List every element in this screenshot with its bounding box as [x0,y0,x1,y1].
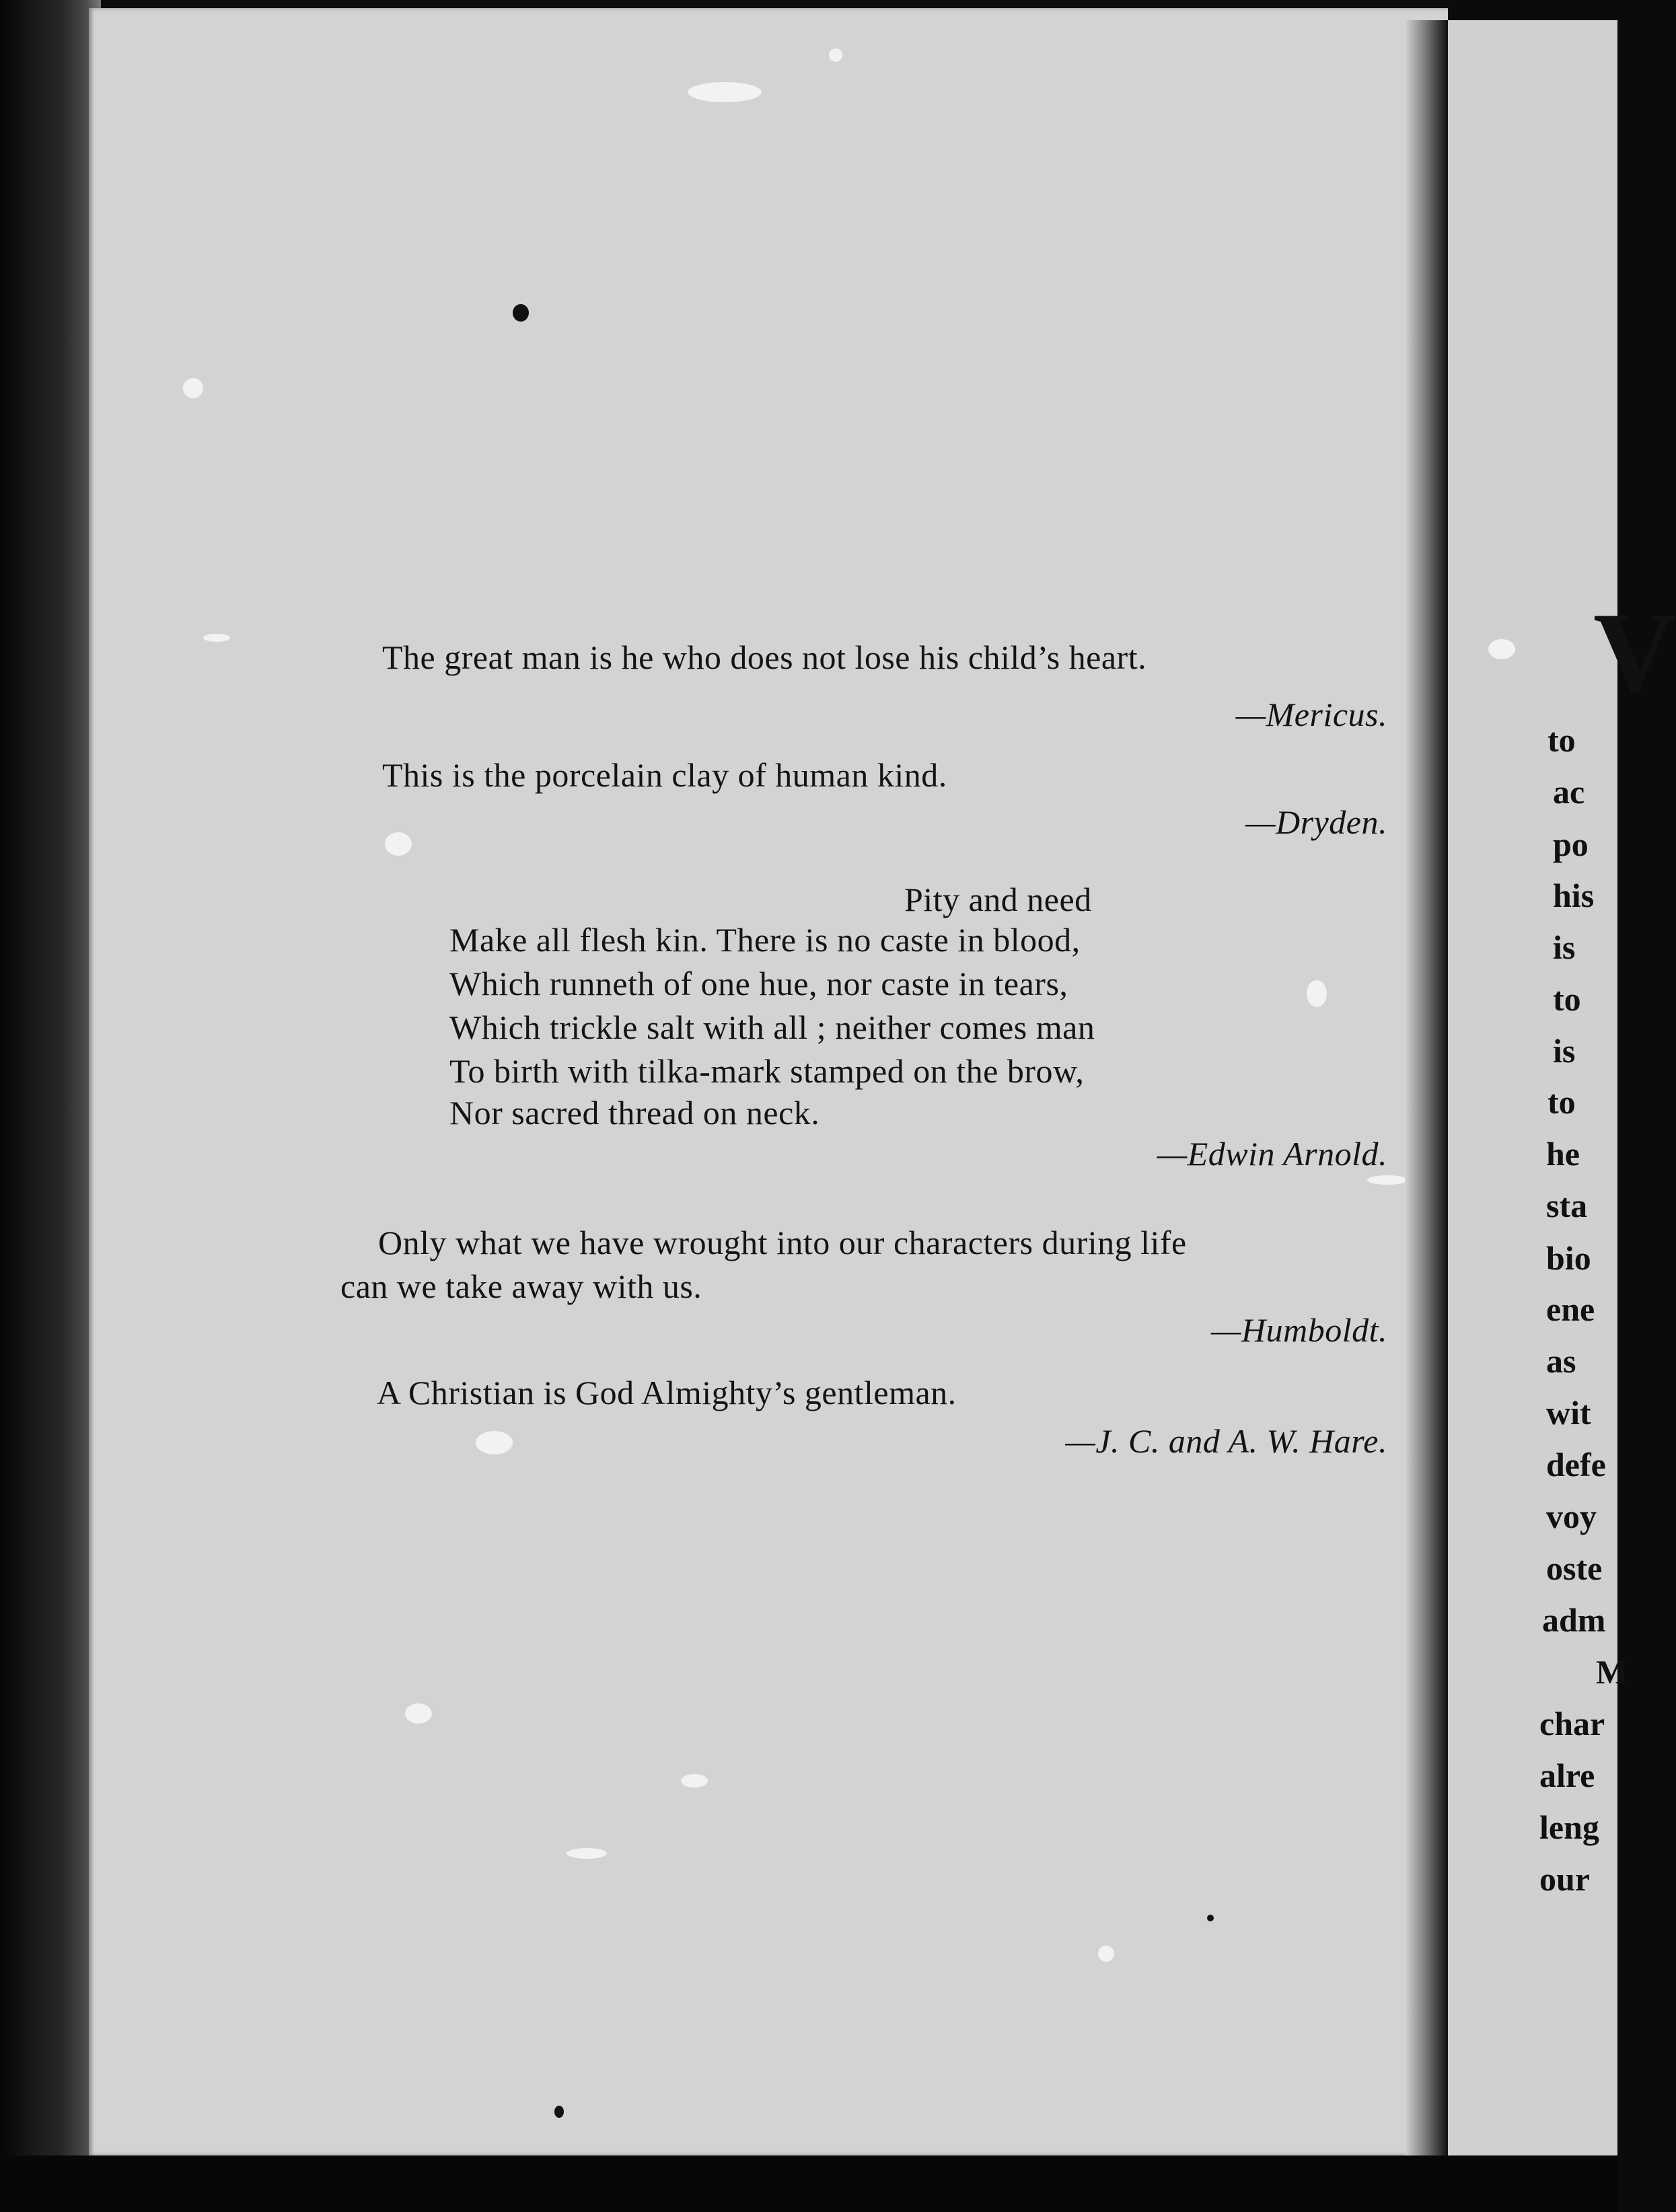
paper-speck [476,1431,513,1454]
cropped-text-line: adm [1542,1601,1606,1639]
right-page [1448,20,1676,2166]
left-page [89,8,1448,2155]
ink-dot [554,2106,564,2118]
cropped-text-line: sta [1546,1187,1588,1224]
cropped-text-line: char [1539,1705,1605,1742]
quote-line: Pity and need [904,881,1092,918]
cropped-text-line: his [1553,877,1595,914]
paper-speck [1098,1946,1114,1962]
drop-cap: V [1593,589,1676,716]
paper-speck [183,378,203,398]
cropped-text-line: ac [1553,773,1585,811]
page-gutter [1405,20,1448,2160]
quote-attribution: —Mericus. [1235,696,1387,733]
cropped-text-line: oste [1546,1549,1603,1587]
cropped-text-line: wit [1546,1394,1591,1432]
cropped-text-line: as [1546,1342,1576,1380]
cropped-text-line: he [1546,1135,1580,1173]
cropped-text-line: is [1553,928,1576,966]
cropped-text-line: voy [1546,1498,1597,1535]
paper-speck [688,82,762,102]
cropped-text-line: defe [1546,1446,1606,1483]
quote-line: This is the porcelain clay of human kind. [382,756,947,794]
cropped-text-line: leng [1539,1808,1599,1846]
scan-border [0,2155,1617,2212]
quote-line: can we take away with us. [340,1267,702,1305]
quote-attribution: —Humboldt. [1211,1311,1387,1349]
ink-dot [513,304,529,322]
quote-line: Nor sacred thread on neck. [449,1094,820,1132]
quote-line: To birth with tilka-mark stamped on the brow, [449,1052,1085,1090]
book-spine [0,0,101,2212]
quote-attribution: —Dryden. [1245,803,1387,841]
quote-attribution: —J. C. and A. W. Hare. [1065,1422,1387,1460]
quote-line: The great man is he who does not lose his child’s heart. [382,638,1147,676]
quote-line: Which runneth of one hue, nor caste in tears, [449,965,1068,1002]
cropped-text-line: our [1539,1860,1590,1898]
quote-line: A Christian is God Almighty’s gentleman. [377,1374,957,1411]
paper-speck [203,634,230,642]
paper-speck [1488,639,1515,659]
cropped-text-line: to [1547,1083,1576,1121]
cropped-text-line: bio [1546,1239,1591,1277]
ink-dot [1207,1915,1214,1921]
cropped-text-line: to [1553,980,1581,1018]
paper-speck [385,832,412,856]
quote-line: Only what we have wrought into our characters during life [378,1224,1187,1261]
paper-speck [1307,980,1327,1007]
quote-attribution: —Edwin Arnold. [1157,1135,1387,1173]
cropped-text-line: to [1547,721,1576,759]
paper-speck [681,1774,708,1787]
paper-speck [829,48,842,62]
quote-line: Make all flesh kin. There is no caste in blood, [449,921,1081,959]
cropped-text-line: ene [1546,1290,1595,1328]
paper-speck [1367,1175,1408,1185]
paper-speck [567,1848,607,1859]
cropped-text-line: po [1553,825,1589,863]
cropped-text-line: alre [1539,1757,1595,1794]
cropped-text-line: is [1553,1032,1576,1070]
cropped-text-line: M [1596,1653,1628,1691]
quote-line: Which trickle salt with all ; neither comes man [449,1008,1095,1046]
paper-speck [405,1703,432,1724]
